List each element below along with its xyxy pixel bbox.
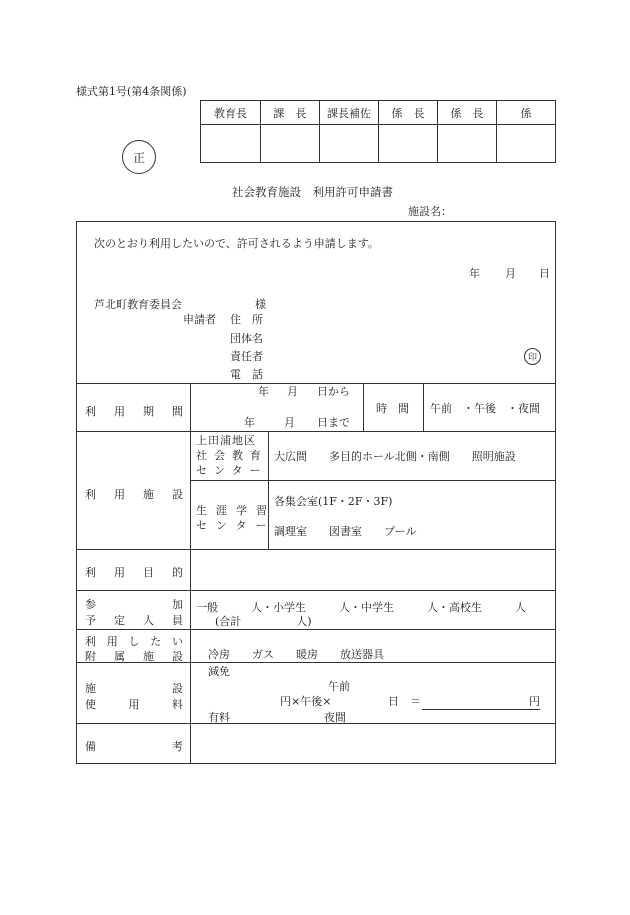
center1-rooms: 大広間 多目的ホール北側・南側 照明施設 (274, 450, 516, 463)
period-from-year: 年 (258, 385, 269, 398)
addressee-suffix: 様 (255, 298, 266, 311)
purpose-label: 利 用 目 的 (85, 566, 183, 579)
center2-rooms-line-2: 調理室 図書室 プール (274, 525, 417, 538)
original-stamp-mark: 正 (122, 140, 156, 174)
period-to-month: 月 (284, 416, 295, 429)
center1-name-line-2: 社会教育 (196, 449, 268, 462)
date-day: 日 (539, 267, 550, 280)
approval-header-subsection-chief-1: 係 長 (379, 101, 438, 124)
addressee: 芦北町教育委員会 (94, 298, 182, 311)
approval-box-3[interactable] (320, 124, 379, 163)
attendees-label-line-1: 参 加 (85, 598, 183, 611)
approval-header-section-chief: 課 長 (261, 101, 320, 124)
period-from-month: 月 (287, 385, 298, 398)
attendee-total: (合計 人) (215, 615, 312, 628)
period-from-day: 日から (317, 385, 350, 398)
date-year: 年 (469, 267, 480, 280)
applicant-person-label: 責任者 (230, 350, 263, 363)
approval-box-6[interactable] (497, 124, 555, 163)
facility-name-label: 施設名： (408, 205, 452, 218)
period-to-year: 年 (244, 416, 255, 429)
equipment-items: 冷房 ガス 暖房 放送器具 (208, 648, 384, 661)
center1-name-line-1: 上田浦地区 (196, 434, 256, 447)
fee-yen: 円 (529, 695, 540, 708)
form-number: 様式第1号(第4条関係) (76, 85, 187, 98)
application-form (76, 221, 556, 764)
date-month: 月 (505, 267, 516, 280)
center1-name-line-3: センター (196, 464, 268, 477)
time-options: 午前 ・午後 ・夜間 (430, 402, 540, 415)
fee-label-line-2: 使 用 料 (85, 698, 183, 711)
center2-rooms-line-1: 各集会室(1F・2F・3F) (274, 495, 393, 508)
page-title: 社会教育施設 利用許可申請書 (232, 185, 393, 199)
applicant-group-label: 団体名 (230, 332, 263, 345)
time-label: 時 間 (376, 402, 409, 415)
applicant-phone-label: 電 話 (230, 368, 263, 381)
attendee-counts: 一般 人・小学生 人・中学生 人・高校生 人 (196, 601, 526, 614)
usage-period-label: 利 用 期 間 (85, 405, 183, 418)
applicant-label: 申請者 (183, 313, 216, 326)
fee-night: 夜間 (324, 711, 346, 724)
approval-stamp-grid (200, 100, 556, 163)
approval-header-subsection-chief-2: 係 長 (438, 101, 497, 124)
attendees-label-line-2: 予 定 人 員 (85, 614, 183, 627)
approval-header-education-chief: 教育長 (201, 101, 261, 124)
application-statement: 次のとおり利用したいので、許可されるよう申請します。 (94, 237, 379, 250)
remarks-label: 備 考 (85, 740, 183, 753)
center2-name-line-1: 生涯学習 (196, 504, 276, 517)
seal-mark: 印 (524, 348, 541, 365)
approval-header-staff: 係 (520, 106, 532, 120)
fee-formula: 円×午後× (280, 695, 332, 708)
period-to-day: 日まで (317, 416, 350, 429)
approval-box-4[interactable] (379, 124, 438, 163)
fee-label-line-1: 施 設 (85, 682, 183, 695)
approval-header-deputy-chief: 課長補佐 (320, 101, 379, 124)
fee-exempt: 減免 (208, 665, 230, 678)
fee-am: 午前 (328, 680, 350, 693)
approval-box-5[interactable] (438, 124, 497, 163)
usage-facility-label: 利 用 施 設 (85, 488, 183, 501)
fee-paid: 有料 (208, 711, 230, 724)
center2-name-line-2: センター (196, 519, 276, 532)
applicant-address-label: 住 所 (230, 313, 263, 326)
fee-amount-underline (422, 709, 540, 710)
approval-box-1[interactable] (201, 124, 261, 163)
approval-box-2[interactable] (261, 124, 320, 163)
fee-day-equals: 日 ＝ (388, 695, 421, 708)
equipment-label-line-1: 利 用 し た い (85, 635, 183, 648)
equipment-label-line-2: 附 属 施 設 (85, 650, 183, 663)
